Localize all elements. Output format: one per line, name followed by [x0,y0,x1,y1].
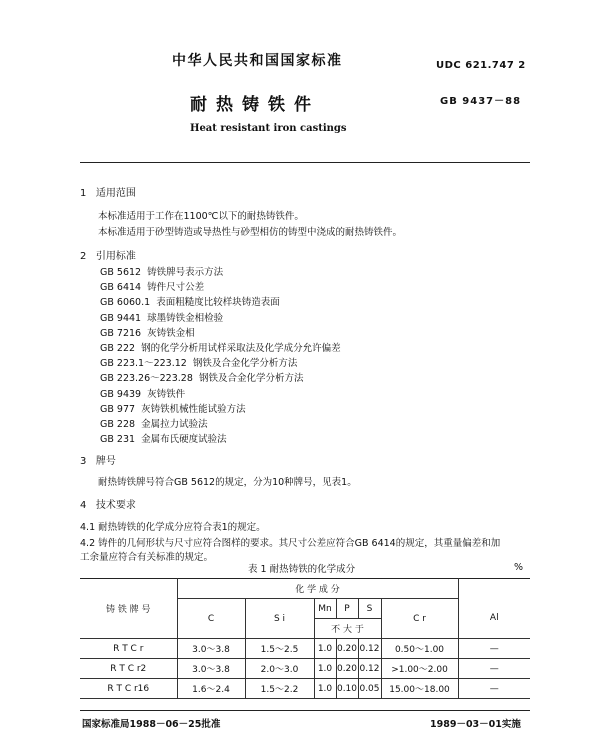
section-number: 3 [80,456,87,467]
reference-item [100,356,341,371]
standard-number: GB 9437－88 [440,96,522,107]
reference-item [100,265,341,280]
reference-item [100,280,341,295]
reference-name: 铸铁牌号表示方法 [147,267,224,278]
cell-p: 0.20 [336,639,358,659]
header-mn: Mn [314,599,336,619]
cell-s: 0.12 [358,639,381,659]
cell-si: 1.5～2.2 [245,679,314,699]
section-title: 技术要求 [95,500,136,511]
document-title: 耐热铸铁件 [190,95,320,115]
section-title: 适用范围 [95,188,136,199]
table-row [80,639,530,659]
reference-name: 钢铁及合金化学分析方法 [198,373,304,385]
section-3-heading [80,452,116,467]
paragraph: 本标准适用于工作在1100℃以下的耐热铸铁件。 [98,211,304,222]
reference-code: GB 6060.1 [100,297,151,309]
clause-4-1: 4.1 耐热铸铁的化学成分应符合表1的规定。 [80,522,266,533]
cell-si: 1.5～2.5 [245,639,314,659]
section-1-heading [80,184,136,199]
document-title-english: Heat resistant iron castings [190,123,347,134]
reference-name: 球墨铸铁金相检验 [147,312,224,324]
reference-code: GB 223.1～223.12 [100,358,187,370]
cell-mn: 1.0 [314,639,336,659]
reference-item [100,402,341,417]
section-2-heading [80,247,136,262]
section-title: 牌号 [95,456,116,467]
reference-name: 灰铸铁件 [147,388,186,400]
section-title: 引用标准 [95,251,136,262]
header-p: P [336,599,358,619]
reference-code: GB 7216 [100,327,142,339]
clause-4-2: 4.2 铸件的几何形状与尺寸应符合图样的要求。其尺寸公差应符合GB 6414的规定，其重量偏差和加 [80,538,501,549]
header-empty [458,579,530,599]
reference-item [100,311,341,326]
reference-code: GB 9439 [100,388,142,400]
cell-al: — [458,659,530,679]
cell-c: 3.0～3.8 [177,639,245,659]
cell-mn: 1.0 [314,659,336,679]
cell-cr: 15.00～18.00 [381,679,458,699]
header-s: S [358,599,381,619]
cell-s: 0.05 [358,679,381,699]
section-number: 2 [80,251,87,262]
cell-c: 1.6～2.4 [177,679,245,699]
clause-4-2-continued: 工余量应符合有关标准的规定。 [80,552,214,563]
reference-item [100,432,341,447]
reference-item [100,326,341,341]
section-4-heading [80,496,136,511]
header-si: S i [245,599,314,639]
chemical-composition-table [80,578,530,699]
issuing-authority: 中华人民共和国国家标准 [172,53,343,69]
section-number: 4 [80,500,87,511]
paragraph: 耐热铸铁牌号符合GB 5612的规定，分为10种牌号，见表1。 [98,477,357,488]
reference-name: 表面粗糙度比较样块铸造表面 [156,297,280,309]
reference-code: GB 9441 [100,312,142,324]
cell-cr: >1.00～2.00 [381,659,458,679]
footer-divider [80,710,530,711]
table-row [80,659,530,679]
reference-item [100,341,341,356]
reference-name: 金属布氏硬度试验法 [141,434,227,446]
table-caption: 表 1 耐热铸铁的化学成分 [248,564,356,575]
header-group: 化 学 成 分 [177,579,458,599]
udc-number: UDC 621.747 2 [436,60,526,71]
cell-al: — [458,679,530,699]
header-c: C [177,599,245,639]
reference-item [100,417,341,432]
reference-item [100,387,341,402]
reference-code: GB 6414 [100,282,142,294]
reference-code: GB 228 [100,419,136,431]
header-cr: C r [381,599,458,639]
header-grade: 铸 铁 牌 号 [80,579,177,639]
table-unit: % [514,562,524,573]
effective-date: 1989－03－01实施 [430,719,521,730]
reference-name: 钢铁及合金化学分析方法 [192,358,298,370]
reference-item [100,371,341,386]
reference-code: GB 222 [100,343,136,355]
approval-date: 国家标准局1988－06－25批准 [82,719,221,730]
header-al: Al [458,599,530,639]
cell-grade: R T C r2 [80,659,177,679]
cell-mn: 1.0 [314,679,336,699]
cell-s: 0.12 [358,659,381,679]
cell-p: 0.10 [336,679,358,699]
reference-list [100,265,341,447]
cell-si: 2.0～3.0 [245,659,314,679]
cell-grade: R T C r [80,639,177,659]
cell-grade: R T C r16 [80,679,177,699]
reference-code: GB 223.26～223.28 [100,373,193,385]
table-row [80,679,530,699]
section-number: 1 [80,188,87,199]
reference-code: GB 5612 [100,267,142,278]
reference-name: 灰铸铁机械性能试验方法 [141,403,246,415]
reference-name: 铸件尺寸公差 [147,282,205,294]
reference-name: 金属拉力试验法 [141,419,208,431]
header-not-more-than: 不 大 于 [314,619,381,639]
cell-c: 3.0～3.8 [177,659,245,679]
cell-al: — [458,639,530,659]
reference-code: GB 231 [100,434,136,446]
table-header-row [80,579,530,599]
reference-name: 钢的化学分析用试样采取法及化学成分允许偏差 [141,343,341,355]
reference-name: 灰铸铁金相 [147,327,195,339]
reference-code: GB 977 [100,403,136,415]
reference-item [100,295,341,310]
cell-cr: 0.50～1.00 [381,639,458,659]
cell-p: 0.20 [336,659,358,679]
paragraph: 本标准适用于砂型铸造或导热性与砂型相仿的铸型中浇成的耐热铸铁件。 [98,227,403,238]
header-divider [80,162,530,163]
